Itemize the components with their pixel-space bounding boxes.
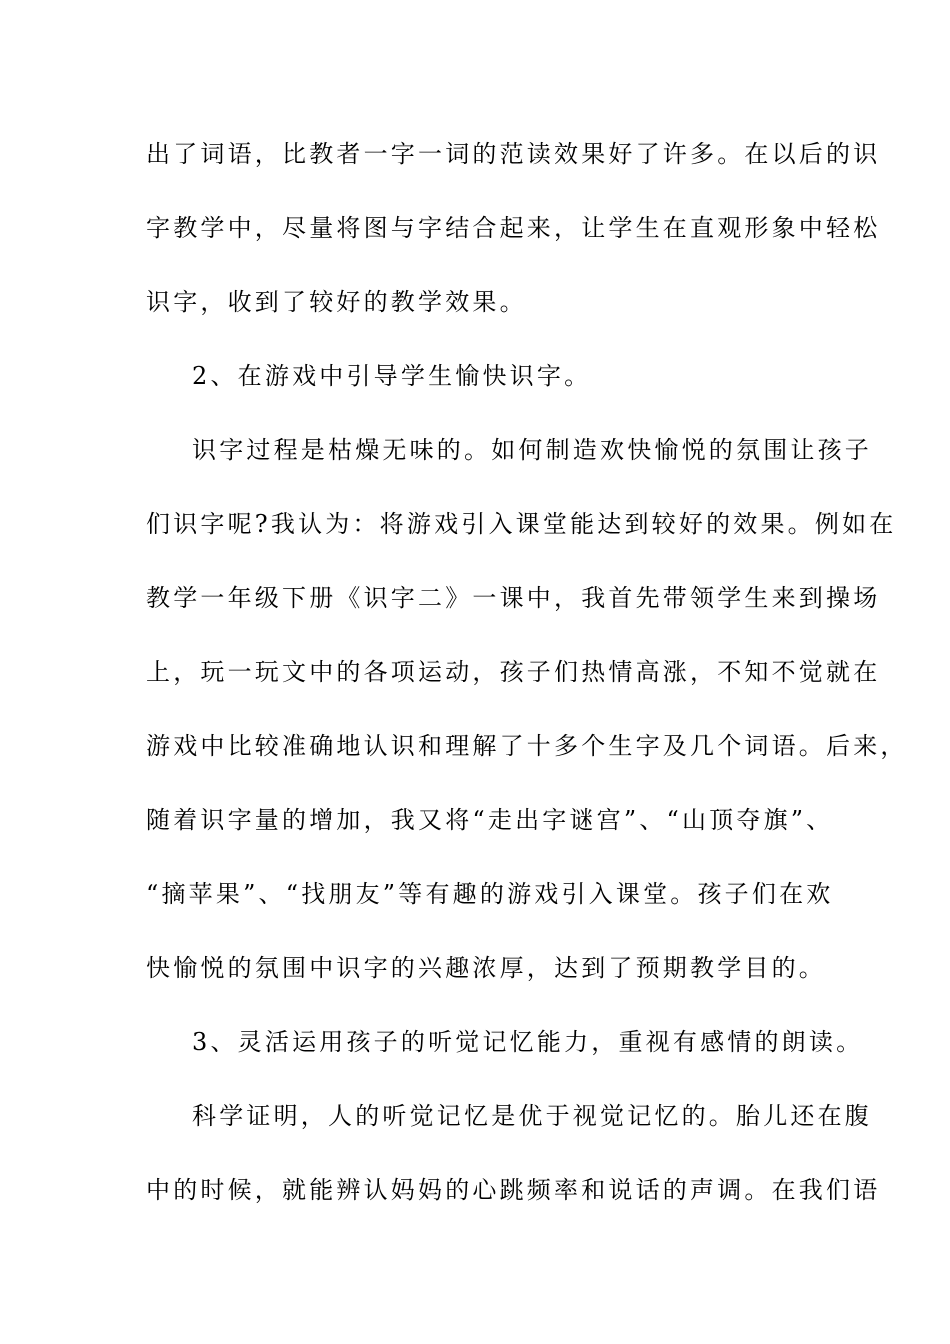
text-line: 快愉悦的氛围中识字的兴趣浓厚，达到了预期教学目的。 bbox=[146, 954, 826, 982]
text-line: 教学一年级下册《识字二》一课中，我首先带领学生来到操场 bbox=[146, 584, 881, 612]
text-line: 出了词语，比教者一字一词的范读效果好了许多。在以后的识 bbox=[146, 140, 881, 168]
text-line: 们识字呢?我认为：将游戏引入课堂能达到较好的效果。例如在 bbox=[146, 510, 897, 538]
text-line: 中的时候，就能辨认妈妈的心跳频率和说话的声调。在我们语 bbox=[146, 1176, 881, 1204]
text-line: 识字，收到了较好的教学效果。 bbox=[146, 288, 527, 316]
paragraph-first-line: 科学证明，人的听觉记忆是优于视觉记忆的。胎儿还在腹 bbox=[192, 1102, 872, 1130]
text-line: 上，玩一玩文中的各项运动，孩子们热情高涨，不知不觉就在 bbox=[146, 658, 881, 686]
paragraph-first-line: 识字过程是枯燥无味的。如何制造欢快愉悦的氛围让孩子 bbox=[192, 436, 872, 464]
text-line: 字教学中，尽量将图与字结合起来，让学生在直观形象中轻松 bbox=[146, 214, 881, 242]
text-line: “摘苹果”、“找朋友”等有趣的游戏引入课堂。孩子们在欢 bbox=[146, 880, 834, 908]
text-line: 随着识字量的增加，我又将“走出字谜宫”、“山顶夺旗”、 bbox=[146, 806, 834, 834]
text-line: 游戏中比较准确地认识和理解了十多个生字及几个词语。后来， bbox=[146, 732, 908, 760]
section-heading: 3、灵活运用孩子的听觉记忆能力，重视有感情的朗读。 bbox=[192, 1028, 864, 1056]
section-heading: 2、在游戏中引导学生愉快识字。 bbox=[192, 362, 592, 390]
